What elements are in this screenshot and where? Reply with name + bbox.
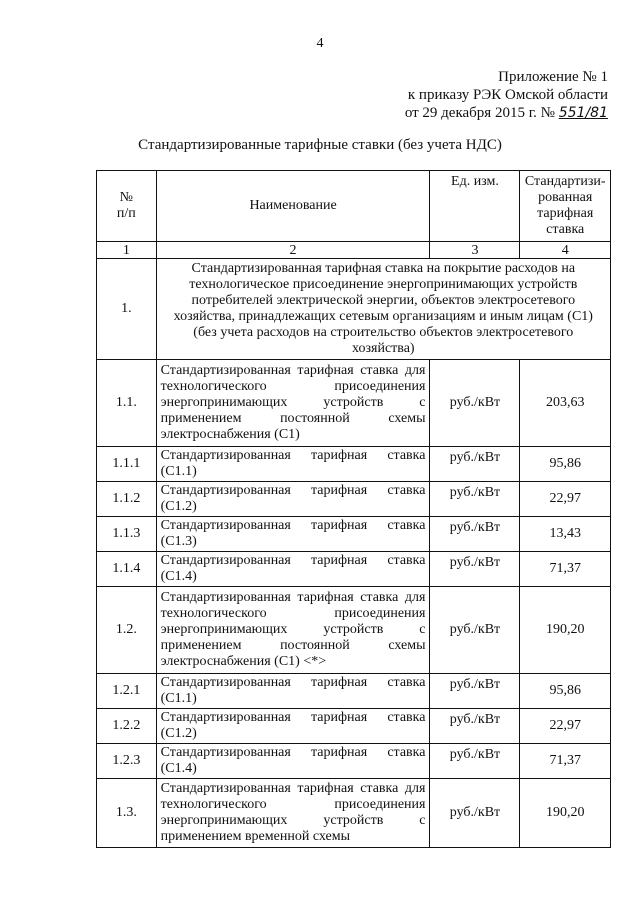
row-unit: руб./кВт	[430, 517, 520, 552]
header-name: Наименование	[156, 171, 430, 242]
index-cell: 4	[520, 242, 611, 259]
section-row	[97, 259, 611, 360]
row-unit: руб./кВт	[430, 552, 520, 587]
document-title: Стандартизированные тарифные ставки (без учета НДС)	[138, 137, 502, 153]
row-name: Стандартизированная тарифная ставка (С1.2)	[156, 709, 430, 744]
table-row	[97, 674, 611, 709]
header-unit: Ед. изм.	[430, 171, 520, 242]
row-number: 1.1.1	[97, 447, 157, 482]
row-number: 1.1.2	[97, 482, 157, 517]
row-name: Стандартизированная тарифная ставка (С1.1)	[156, 674, 430, 709]
row-value: 22,97	[520, 482, 611, 517]
table-row	[97, 744, 611, 779]
section-text: Стандартизированная тарифная ставка на покрытие расходов на технологическое присоединение энергопринимающих устройств потребителей электрической энергии, объектов электросетевого хозяйства, принадлежащих сетевым организациям и иным лицам (С1) (без учета расходов на строительство объектов электросетевого хозяйства)	[156, 259, 610, 360]
row-value: 190,20	[520, 587, 611, 674]
section-num: 1.	[97, 259, 157, 360]
row-number: 1.1.	[97, 360, 157, 447]
row-number: 1.3.	[97, 779, 157, 848]
row-name: Стандартизированная тарифная ставка (С1.4)	[156, 744, 430, 779]
table-row	[97, 552, 611, 587]
row-unit: руб./кВт	[430, 482, 520, 517]
page-number: 4	[316, 36, 324, 51]
table-header-row	[97, 171, 611, 242]
row-name: Стандартизированная тарифная ставка (С1.4)	[156, 552, 430, 587]
row-name: Стандартизированная тарифная ставка для технологического присоединения энергопринимающих устройств с применением постоянной схемы электроснабжения (С1) <*>	[156, 587, 430, 674]
row-value: 203,63	[520, 360, 611, 447]
appendix-line-2: к приказу РЭК Омской области	[407, 87, 608, 103]
table-row	[97, 517, 611, 552]
appendix-header	[288, 68, 608, 122]
row-value: 95,86	[520, 674, 611, 709]
row-value: 95,86	[520, 447, 611, 482]
row-unit: руб./кВт	[430, 447, 520, 482]
row-unit: руб./кВт	[430, 360, 520, 447]
appendix-line-3	[288, 104, 608, 122]
header-num: № п/п	[97, 171, 157, 242]
table-index-row	[97, 242, 611, 259]
row-value: 190,20	[520, 779, 611, 848]
row-unit: руб./кВт	[430, 779, 520, 848]
row-name: Стандартизированная тарифная ставка для технологического присоединения энергопринимающих устройств с применением временной схемы	[156, 779, 430, 848]
tariff-table	[96, 170, 611, 848]
row-value: 22,97	[520, 709, 611, 744]
row-name: Стандартизированная тарифная ставка (С1.2)	[156, 482, 430, 517]
row-unit: руб./кВт	[430, 744, 520, 779]
appendix-date: от 29 декабря 2015 г. №	[404, 105, 555, 121]
table-row	[97, 587, 611, 674]
order-number: 551/81	[558, 105, 608, 121]
table-row	[97, 447, 611, 482]
row-unit: руб./кВт	[430, 709, 520, 744]
row-name: Стандартизированная тарифная ставка (С1.3)	[156, 517, 430, 552]
table-row	[97, 779, 611, 848]
index-cell: 3	[430, 242, 520, 259]
row-number: 1.2.	[97, 587, 157, 674]
row-value: 71,37	[520, 552, 611, 587]
index-cell: 2	[156, 242, 430, 259]
row-number: 1.2.1	[97, 674, 157, 709]
row-value: 13,43	[520, 517, 611, 552]
table-row	[97, 709, 611, 744]
row-unit: руб./кВт	[430, 674, 520, 709]
row-number: 1.2.3	[97, 744, 157, 779]
index-cell: 1	[97, 242, 157, 259]
row-value: 71,37	[520, 744, 611, 779]
row-name: Стандартизированная тарифная ставка для технологического присоединения энергопринимающих устройств с применением постоянной схемы электроснабжения (С1)	[156, 360, 430, 447]
row-unit: руб./кВт	[430, 587, 520, 674]
row-number: 1.1.3	[97, 517, 157, 552]
row-number: 1.1.4	[97, 552, 157, 587]
row-name: Стандартизированная тарифная ставка (С1.1)	[156, 447, 430, 482]
table-row	[97, 360, 611, 447]
appendix-line-1: Приложение № 1	[498, 69, 608, 85]
row-number: 1.2.2	[97, 709, 157, 744]
table-row	[97, 482, 611, 517]
header-rate: Стандартизи- рованная тарифная ставка	[520, 171, 611, 242]
